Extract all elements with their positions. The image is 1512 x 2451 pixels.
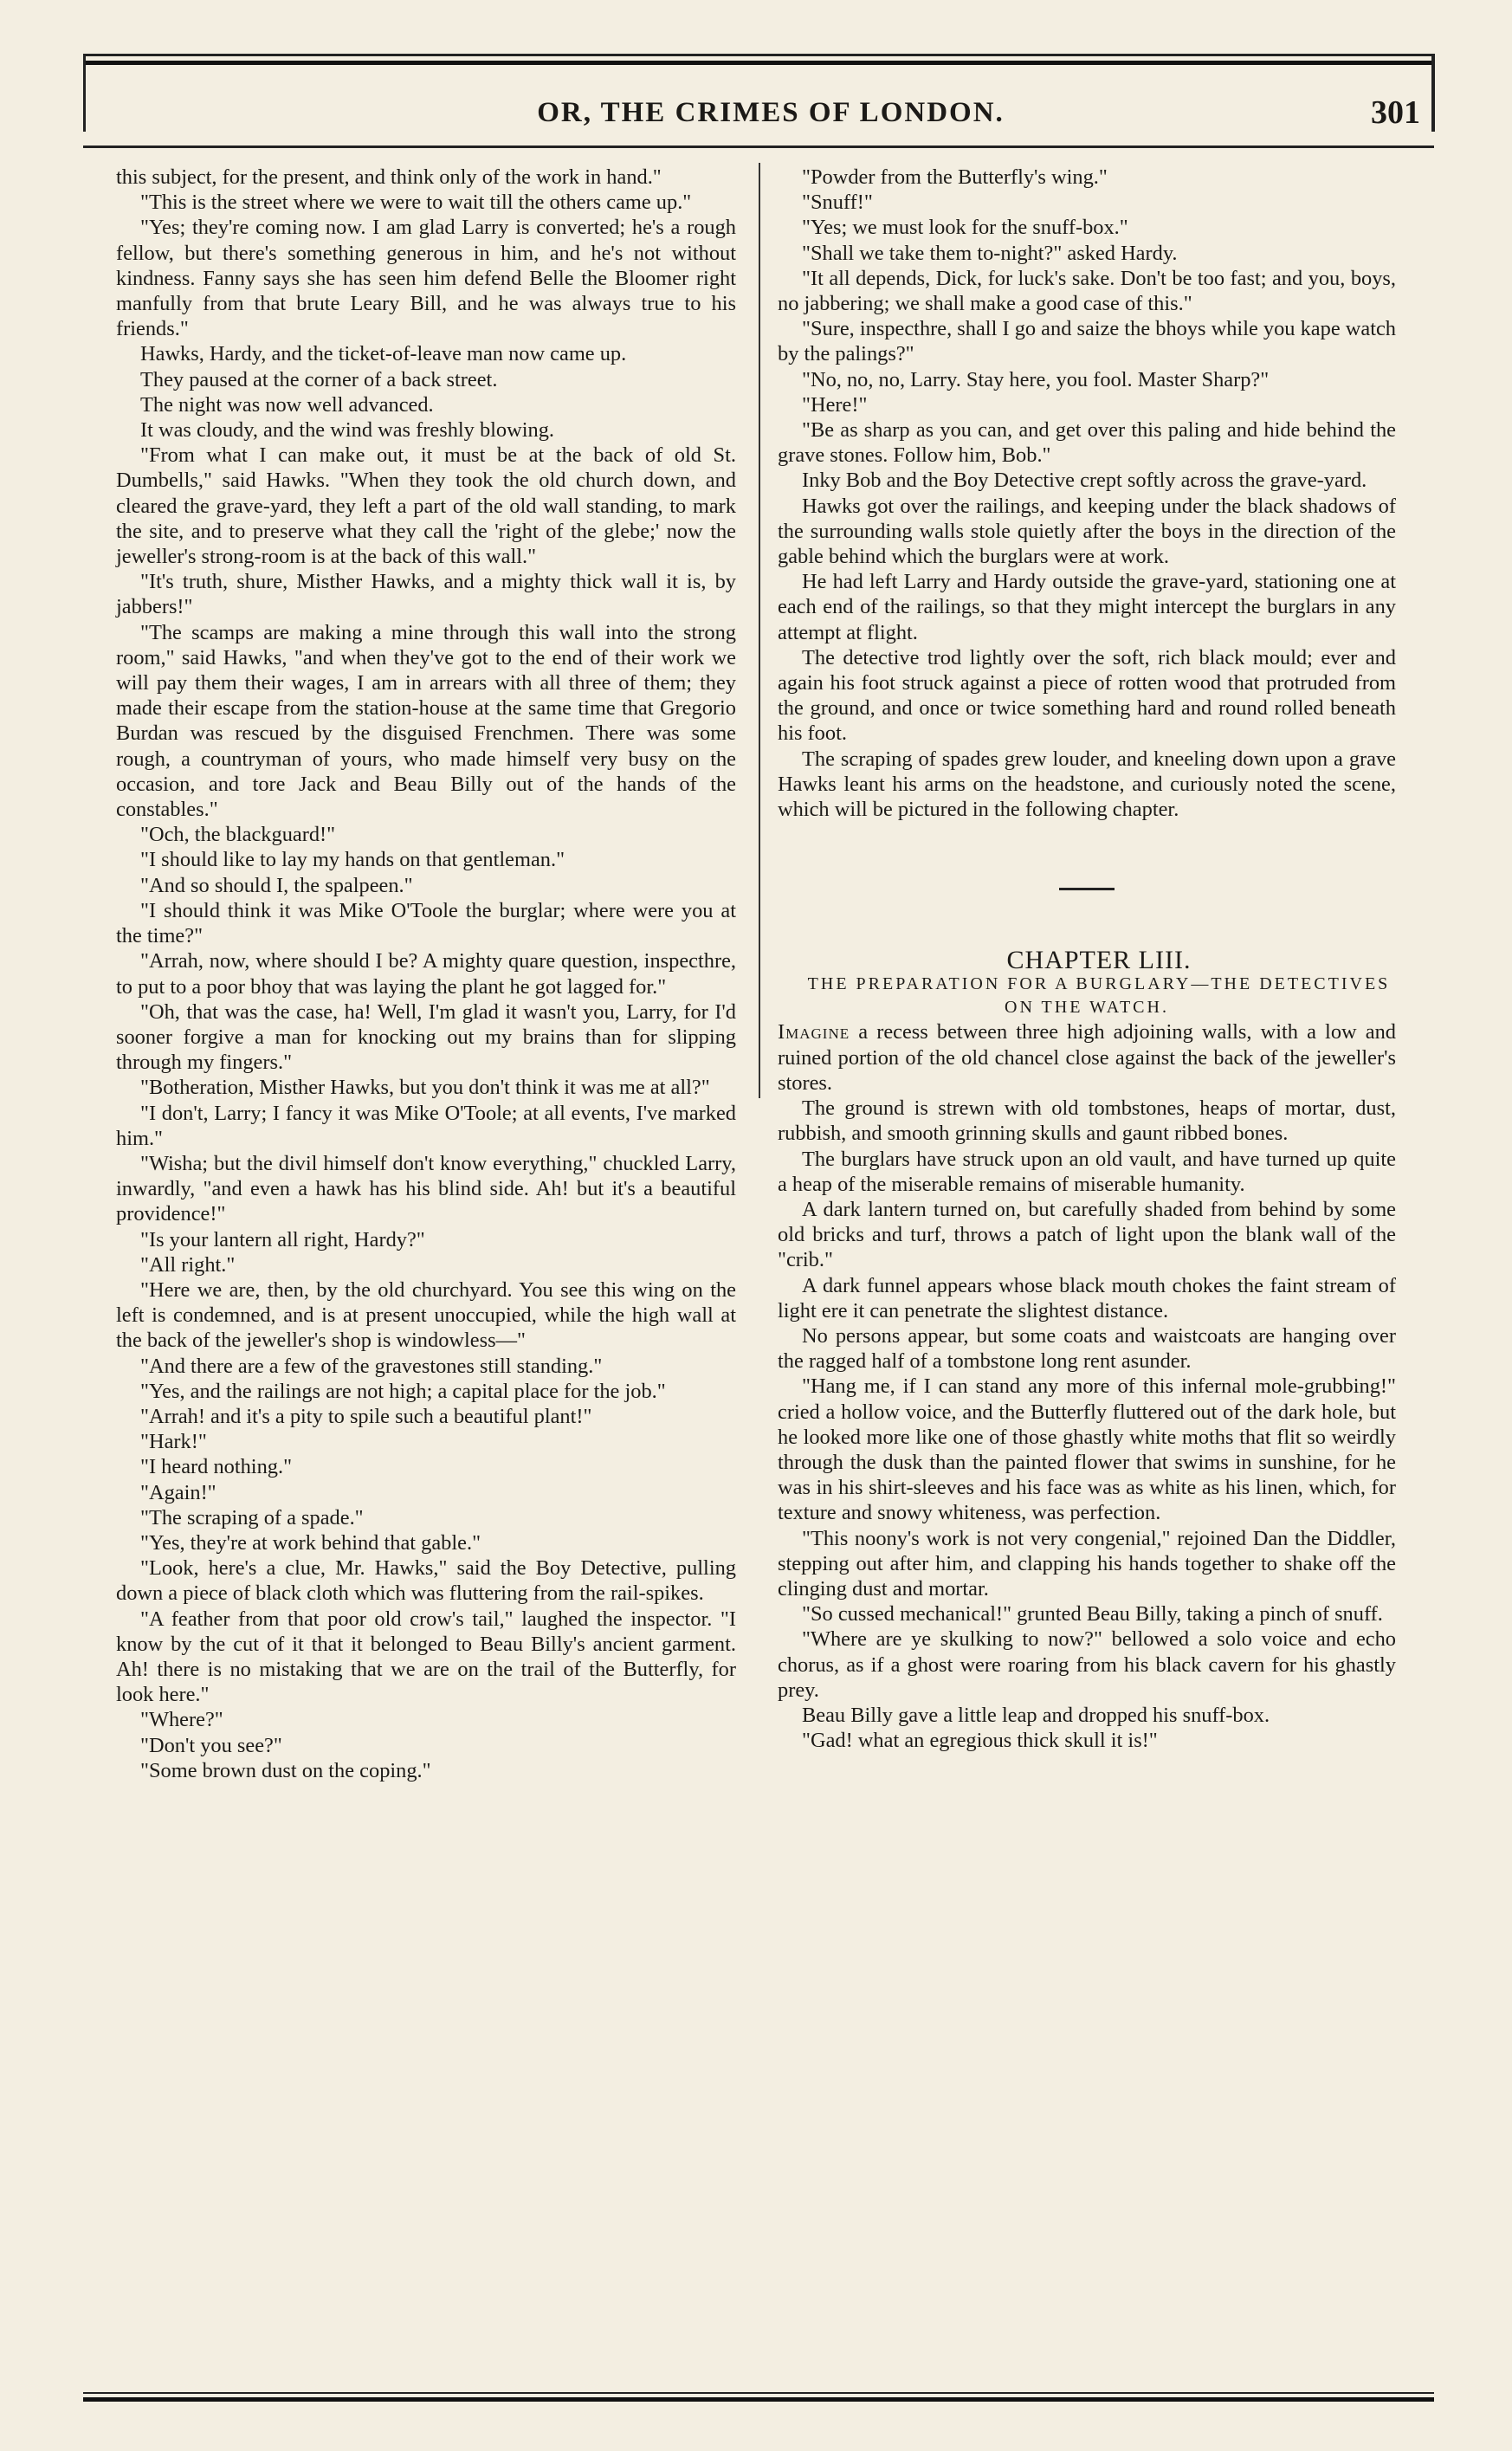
paragraph: "Botheration, Misther Hawks, but you don't think it was me at all?" [140, 1076, 710, 1100]
opening-text: a recess between three high adjoining walls, with a low and ruined portion of the old chancel close against the back of the jeweller's stores. [778, 1020, 1396, 1095]
paragraph: "Is your lantern all right, Hardy?" [140, 1227, 425, 1251]
paragraph: "All right." [140, 1252, 236, 1277]
paragraph: "Gad! what an egregious thick skull it is!" [802, 1729, 1158, 1753]
paragraph: "Shall we take them to-night?" asked Hardy. [802, 241, 1178, 265]
paragraph: "Where are ye skulking to now?" bellowed a solo voice and echo chorus, as if a ghost were roaring from his black cavern for his ghastly prey. [778, 1627, 1396, 1702]
paragraph: It was cloudy, and the wind was freshly blowing. [140, 418, 555, 443]
page-number: 301 [1371, 94, 1420, 131]
paragraph: "This noony's work is not very congenial," rejoined Dan the Diddler, stepping out after him, and clapping his hands together to shake off the clinging dust and mortar. [778, 1526, 1396, 1601]
paragraph: "Yes, and the railings are not high; a capital place for the job." [140, 1379, 666, 1403]
paragraph: "It all depends, Dick, for luck's sake. Don't be too fast; and you, boys, no jabbering; we shall make a good case of this." [778, 266, 1396, 316]
paragraph: "A feather from that poor old crow's tail," laughed the inspector. "I know by the cut of it that it belonged to Beau Billy's ancient garment. Ah! there is no mistaking that we are on the trail of the Butterfly, for look here." [116, 1607, 736, 1707]
paragraph: "Be as sharp as you can, and get over this paling and hide behind the grave stones. Follow him, Bob." [778, 418, 1396, 468]
opening-word: Imagine [778, 1020, 850, 1044]
paragraph: The scraping of spades grew louder, and kneeling down upon a grave Hawks leant his arms on the headstone, and curiously noted the scene, which will be pictured in the following chapter. [778, 747, 1396, 822]
top-rule-thin [83, 54, 1434, 56]
paragraph: A dark lantern turned on, but carefully shaded from behind by some old bricks and turf, throws a patch of light upon the blank wall of the "crib." [778, 1197, 1396, 1272]
paragraph: "And so should I, the spalpeen." [140, 873, 413, 897]
paragraph: this subject, for the present, and think only of the work in hand." [116, 165, 662, 189]
paragraph: "Och, the blackguard!" [140, 823, 336, 847]
chapter-title: CHAPTER LIII. [1006, 946, 1192, 975]
paragraph: A dark funnel appears whose black mouth chokes the faint stream of light ere it can penetrate the slightest distance. [778, 1273, 1396, 1323]
paragraph: "Here!" [802, 392, 868, 417]
paragraph: "The scraping of a spade." [140, 1505, 364, 1529]
paragraph: "Sure, inspecthre, shall I go and saize the bhoys while you kape watch by the palings?" [778, 317, 1396, 366]
paragraph: "Here we are, then, by the old churchyard. You see this wing on the left is condemned, and is at present unoccupied, while the high wall at the back of the jeweller's shop is windowless—" [116, 1277, 736, 1353]
left-column [116, 165, 736, 1783]
paragraph: "Don't you see?" [140, 1733, 282, 1757]
bottom-rule-thick [83, 2397, 1434, 2402]
bottom-rule-thin [83, 2392, 1434, 2394]
section-break-rule [1059, 888, 1115, 890]
paragraph: Hawks, Hardy, and the ticket-of-leave man now came up. [140, 342, 627, 366]
paragraph: No persons appear, but some coats and waistcoats are hanging over the ragged half of a tombstone long rent asunder. [778, 1323, 1396, 1374]
left-border-rule [83, 54, 86, 132]
paragraph: "Some brown dust on the coping." [140, 1758, 431, 1782]
paragraph: "Hang me, if I can stand any more of this infernal mole-grubbing!" cried a hollow voice, and the Butterfly fluttered out of the dark hole, but he looked more like one of those ghastly white moths that flit so weirdly through the dusk than the painted flower that swims in sunshine, for he was in his shirt-sleeves and his face was as white as his linen, which, for texture and snowy whiteness, was perfection. [778, 1374, 1396, 1525]
paragraph: "Where?" [140, 1708, 223, 1732]
paragraph: "Hark!" [140, 1430, 207, 1454]
paragraph: The detective trod lightly over the soft, rich black mould; ever and again his foot struck against a piece of rotten wood that protruded from the ground, and once or twice something hard and round rolled beneath his foot. [778, 645, 1396, 746]
paragraph: The ground is strewn with old tombstones, heaps of mortar, dust, rubbish, and smooth grinning skulls and gaunt ribbed bones. [778, 1096, 1396, 1146]
chapter-opening-paragraph [778, 1019, 1396, 1096]
paragraph: "Yes; they're coming now. I am glad Larry is converted; he's a rough fellow, but there's something generous in him, and he's not without kindness. Fanny says she has seen him defend Belle the Bloomer right manfully from that brute Leary Bill, and he was always true to his friends." [116, 216, 736, 341]
paragraph: "Wisha; but the divil himself don't know everything," chuckled Larry, inwardly, "and even a hawk has his blind side. Ah! but it's a beautiful providence!" [116, 1151, 736, 1226]
column-divider [759, 163, 760, 1098]
paragraph: "I should like to lay my hands on that gentleman." [140, 848, 565, 872]
paragraph: "This is the street where we were to wait till the others came up." [140, 191, 692, 215]
paragraph: "I heard nothing." [140, 1455, 293, 1479]
right-border-rule [1431, 54, 1435, 132]
paragraph: "Snuff!" [802, 191, 873, 215]
chapter-subtitle: THE PREPARATION FOR A BURGLARY—THE DETECTIVES ON THE WATCH. [807, 974, 1391, 1018]
paragraph: "From what I can make out, it must be at the back of old St. Dumbells," said Hawks. "When they took the old church down, and cleared the grave-yard, they left a part of the old wall standing, to mark the site, and to preserve what they call the 'right of the glebe;' now the jeweller's strong-room is at the back of this wall." [116, 443, 736, 569]
paragraph: "I should think it was Mike O'Toole the burglar; where were you at the time?" [116, 898, 736, 948]
paragraph: Hawks got over the railings, and keeping under the black shadows of the surrounding walls stole quietly after the boys in the direction of the gable behind which the burglars were at work. [778, 494, 1396, 569]
paragraph: "Yes, they're at work behind that gable." [140, 1530, 481, 1555]
paragraph: "And there are a few of the gravestones still standing." [140, 1354, 603, 1378]
header-rule [83, 146, 1434, 148]
right-column [778, 165, 1396, 1753]
paragraph: "Yes; we must look for the snuff-box." [802, 216, 1128, 240]
paragraph: Inky Bob and the Boy Detective crept softly across the grave-yard. [802, 469, 1367, 493]
paragraph: "No, no, no, Larry. Stay here, you fool. Master Sharp?" [802, 367, 1270, 391]
paragraph: "Look, here's a clue, Mr. Hawks," said the Boy Detective, pulling down a piece of black cloth which was fluttering from the rail-spikes. [116, 1556, 736, 1606]
paragraph: "It's truth, shure, Misther Hawks, and a mighty thick wall it is, by jabbers!" [116, 570, 736, 619]
paragraph: He had left Larry and Hardy outside the grave-yard, stationing one at each end of the railings, so that they might intercept the burglars in any attempt at flight. [778, 570, 1396, 644]
top-rule-thick [83, 61, 1434, 65]
paragraph: "Arrah! and it's a pity to spile such a beautiful plant!" [140, 1404, 592, 1428]
paragraph: "The scamps are making a mine through this wall into the strong room," said Hawks, "and when they've got to the end of their work we will pay them their wages, I am in arrears with all three of them; they made their escape from the station-house at the same time that Gregorio Burdan was rescued by the disguised Frenchmen. There was some rough, a countryman of yours, who made himself very busy on the occasion, and tore Jack and Beau Billy out of the hands of the constables." [116, 620, 736, 822]
paragraph: "Powder from the Butterfly's wing." [802, 165, 1108, 189]
paragraph: The burglars have struck upon an old vault, and have turned up quite a heap of the miserable remains of miserable humanity. [778, 1147, 1396, 1196]
paragraph: They paused at the corner of a back street. [140, 367, 498, 391]
running-title: OR, THE CRIMES OF LONDON. [537, 97, 1005, 128]
paragraph: "So cussed mechanical!" grunted Beau Billy, taking a pinch of snuff. [802, 1602, 1383, 1626]
paragraph: The night was now well advanced. [140, 392, 434, 417]
paragraph: "I don't, Larry; I fancy it was Mike O'Toole; at all events, I've marked him." [116, 1101, 736, 1150]
paragraph: "Arrah, now, where should I be? A mighty quare question, inspecthre, to put to a poor bhoy that was laying the plant he got lagged for." [116, 949, 736, 999]
paragraph: Beau Billy gave a little leap and dropped his snuff-box. [802, 1703, 1270, 1727]
paragraph: "Oh, that was the case, ha! Well, I'm glad it wasn't you, Larry, for I'd sooner forgive a man for knocking out my brains than for slipping through my fingers." [116, 999, 736, 1075]
paragraph: "Again!" [140, 1480, 216, 1504]
